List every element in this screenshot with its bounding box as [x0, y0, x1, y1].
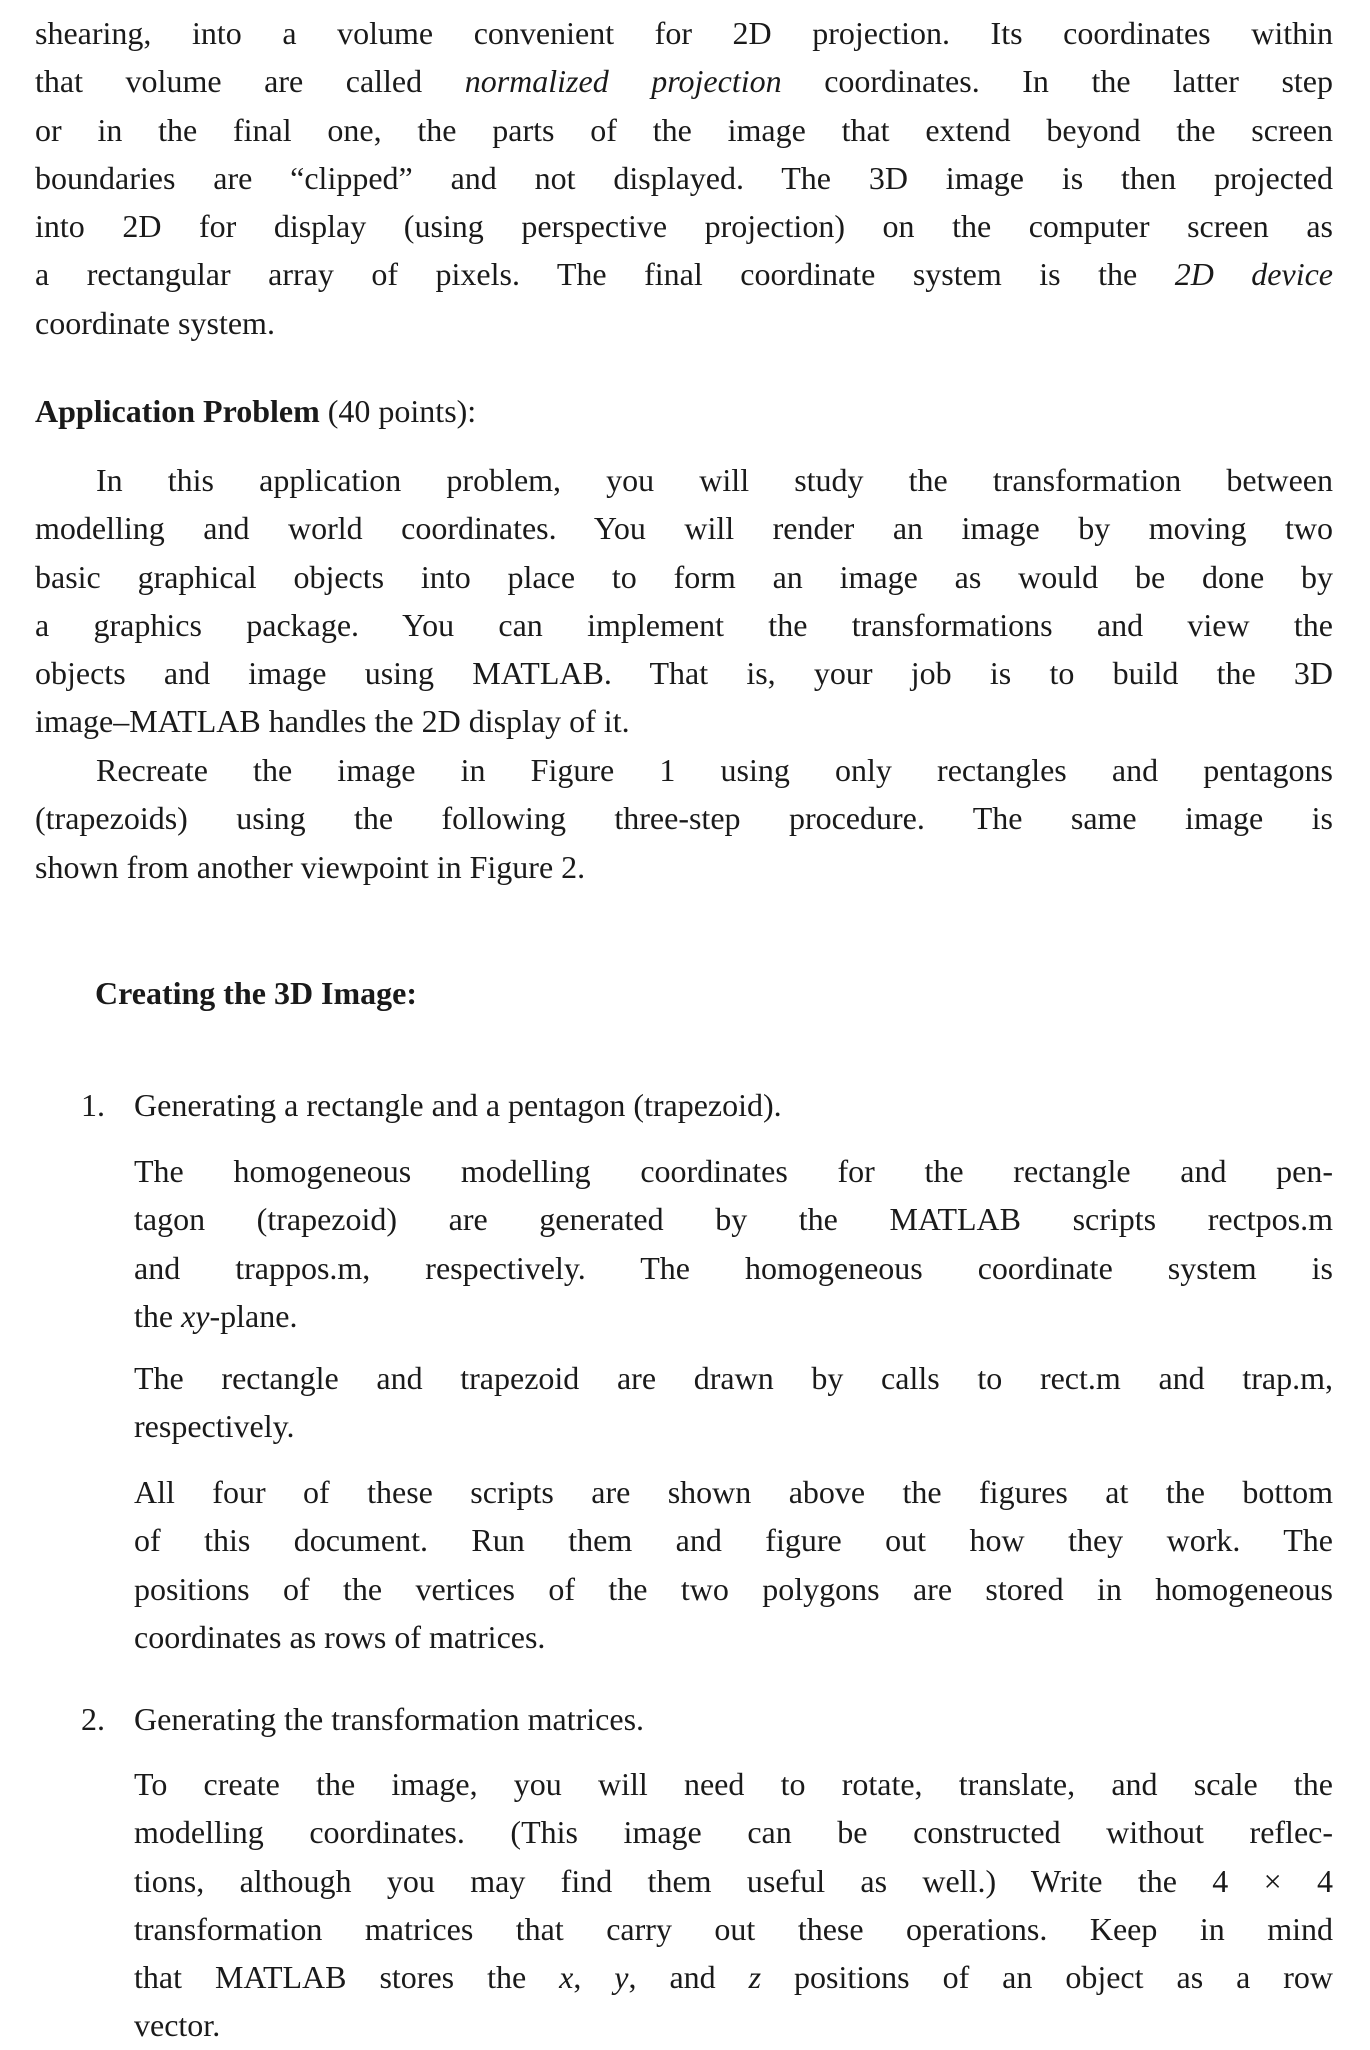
text-line	[134, 1857, 1333, 1905]
text-line	[134, 1244, 1333, 1292]
step-1-paragraph-1	[134, 1147, 1333, 1340]
text-line	[134, 1195, 1333, 1243]
text-run: respectively.	[134, 1408, 295, 1445]
text-run: The rectangle and trapezoid are drawn by calls to rect.m and trap.m,	[134, 1360, 1333, 1396]
text-run: transformation matrices that carry out these operations. Keep in mind	[134, 1910, 1333, 1947]
text-line	[134, 1760, 1333, 1808]
text-run: and trappos.m, respectively. The homogeneous coordinate system is	[134, 1249, 1333, 1286]
text-run: To create the image, you will need to rotate, translate, and scale the	[134, 1766, 1333, 1802]
emphasis-text: normalized projection	[464, 63, 782, 100]
text-run: coordinates. In the latter step	[781, 63, 1334, 100]
text-line	[35, 697, 1333, 745]
text-run: image–MATLAB handles the 2D display of it.	[35, 703, 630, 740]
application-problem-heading	[35, 387, 476, 435]
text-run: a rectangular array of pixels. The final coordinate system is the	[35, 256, 1175, 293]
text-line	[134, 1808, 1333, 1856]
text-line	[35, 794, 1333, 842]
text-run: shown from another viewpoint in Figure 2.	[35, 848, 586, 885]
text-run: that volume are called	[35, 63, 465, 100]
intro-paragraph	[35, 9, 1333, 347]
text-run: The homogeneous modelling coordinates for the rectangle and pen-	[134, 1153, 1333, 1189]
text-run: shearing, into a volume convenient for 2D projection. Its coordinates within	[35, 15, 1333, 51]
text-run: , and	[628, 1959, 749, 1996]
text-run: -plane.	[209, 1297, 298, 1334]
text-run: the	[134, 1297, 182, 1334]
text-run: of this document. Run them and figure out how they work. The	[134, 1522, 1333, 1559]
text-line	[134, 1292, 1333, 1340]
text-line	[35, 250, 1333, 298]
text-line	[134, 1613, 1333, 1661]
text-run: boundaries are “clipped” and not displayed. The 3D image is then projected	[35, 159, 1333, 196]
emphasis-text: y	[614, 1959, 629, 1996]
text-line	[35, 154, 1333, 202]
text-run: vector.	[134, 2007, 221, 2044]
text-line	[35, 843, 1333, 891]
text-line	[35, 649, 1333, 697]
application-paragraph-1	[35, 456, 1333, 746]
text-run: a graphics package. You can implement the transformations and view the	[35, 606, 1333, 643]
text-run: into 2D for display (using perspective projection) on the computer screen as	[35, 208, 1333, 245]
text-run: or in the final one, the parts of the image that extend beyond the screen	[35, 111, 1333, 148]
step-1-number: 1.	[81, 1087, 105, 1123]
text-run: tions, although you may find them useful as well.) Write the 4 × 4	[134, 1862, 1333, 1899]
text-run: modelling coordinates. (This image can be constructed without reflec-	[134, 1814, 1333, 1851]
emphasis-text: z	[748, 1959, 762, 1996]
text-run: All four of these scripts are shown above the figures at the bottom	[134, 1474, 1333, 1510]
text-run: tagon (trapezoid) are generated by the MATLAB scripts rectpos.m	[134, 1201, 1333, 1238]
text-line	[35, 746, 1333, 794]
emphasis-text: xy	[181, 1297, 210, 1334]
text-run: ,	[573, 1959, 615, 1996]
step-1-paragraph-3	[134, 1468, 1333, 1661]
step-2-paragraph-1	[134, 1760, 1333, 2050]
text-line	[35, 553, 1333, 601]
text-line	[35, 106, 1333, 154]
text-line	[35, 202, 1333, 250]
text-line	[35, 504, 1333, 552]
emphasis-text: x	[559, 1959, 574, 1996]
step-2-number: 2.	[81, 1701, 105, 1737]
text-run: (trapezoids) using the following three-step procedure. The same image is	[35, 800, 1333, 837]
text-line	[35, 456, 1333, 504]
text-line	[134, 2001, 1333, 2049]
text-line	[35, 299, 1333, 347]
step-1-paragraph-2	[134, 1354, 1333, 1451]
text-run: basic graphical objects into place to form an image as would be done by	[35, 558, 1333, 595]
text-line	[134, 1565, 1333, 1613]
step-1-title: Generating a rectangle and a pentagon (trapezoid).	[134, 1087, 782, 1123]
emphasis-text: 2D device	[1174, 256, 1334, 293]
creating-3d-image-heading: Creating the 3D Image:	[95, 975, 418, 1011]
text-line	[134, 1354, 1333, 1402]
text-line	[134, 1905, 1333, 1953]
text-run: In this application problem, you will study the transformation between	[96, 462, 1333, 498]
text-run: modelling and world coordinates. You will render an image by moving two	[35, 510, 1333, 547]
text-line	[35, 9, 1333, 57]
text-line	[134, 1402, 1333, 1450]
text-line	[134, 1953, 1333, 2001]
text-line	[134, 1147, 1333, 1195]
text-run: positions of the vertices of the two polygons are stored in homogeneous	[134, 1570, 1333, 1607]
text-line	[35, 57, 1333, 105]
text-run: positions of an object as a row	[761, 1959, 1334, 1996]
text-line	[134, 1468, 1333, 1516]
heading-points: (40 points):	[319, 393, 477, 429]
text-line	[35, 601, 1333, 649]
text-run: objects and image using MATLAB. That is, your job is to build the 3D	[35, 655, 1333, 692]
heading-title: Application Problem	[35, 393, 320, 429]
text-line	[134, 1516, 1333, 1564]
text-run: that MATLAB stores the	[134, 1959, 560, 1996]
text-run: coordinate system.	[35, 304, 275, 341]
step-2-title: Generating the transformation matrices.	[134, 1701, 645, 1737]
application-paragraph-2	[35, 746, 1333, 891]
text-run: coordinates as rows of matrices.	[134, 1618, 546, 1655]
text-run: Recreate the image in Figure 1 using only rectangles and pentagons	[96, 752, 1333, 788]
